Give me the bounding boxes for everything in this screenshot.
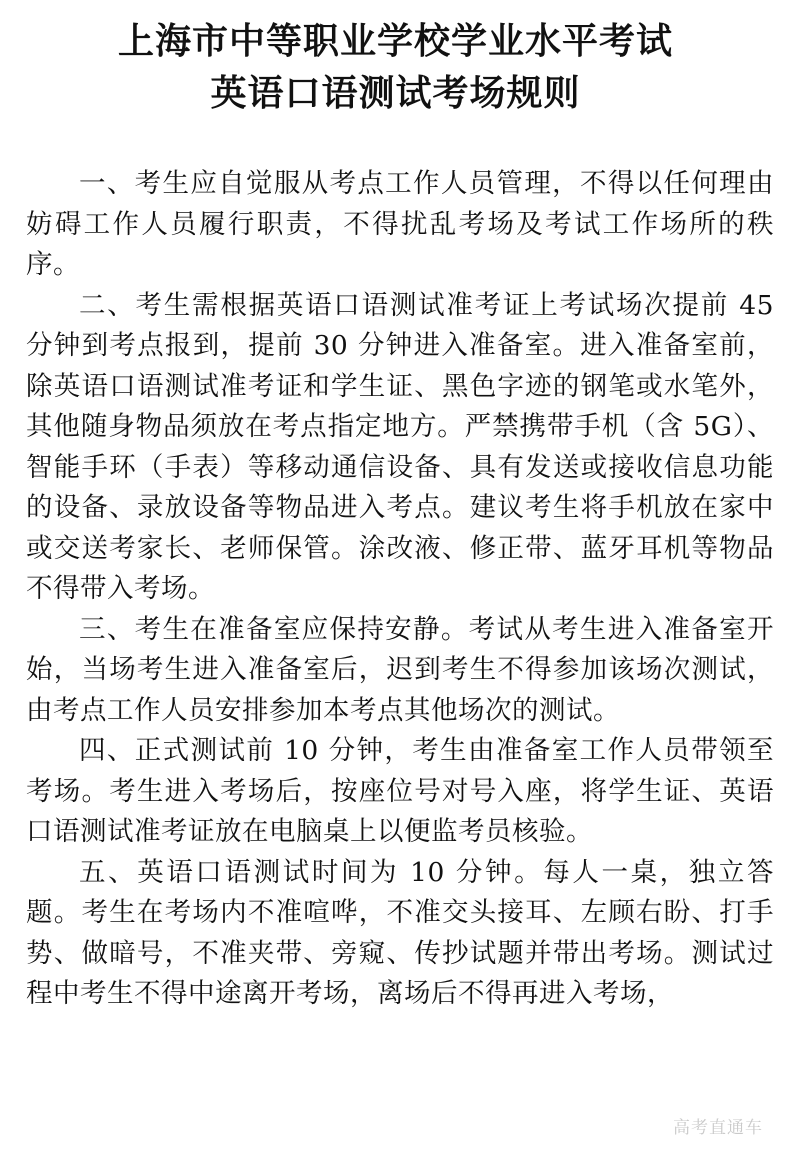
watermark-text: 高考直通车: [673, 1118, 763, 1138]
title-line-2: 英语口语测试考场规则: [210, 73, 581, 114]
rules-body: [26, 164, 774, 1015]
rule-paragraph-5: 五、英语口语测试时间为 10 分钟。每人一桌，独立答题。考生在考场内不准喧哗，不准交头接耳、左顾右盼、打手势、做暗号，不准夹带、旁窥、传抄试题并带出考场。测试过程中考生不得中途离开考场，离场后不得再进入考场，: [26, 856, 774, 1009]
rule-paragraph-4: 四、正式测试前 10 分钟，考生由准备室工作人员带领至考场。考生进入考场后，按座位号对号入座，将学生证、英语口语测试准考证放在电脑桌上以便监考员核验。: [26, 735, 774, 847]
rule-paragraph-1: 一、考生应自觉服从考点工作人员管理，不得以任何理由妨碍工作人员履行职责，不得扰乱考场及考试工作场所的秩序。: [26, 168, 774, 280]
page-title: [0, 16, 791, 120]
rule-paragraph-2: 二、考生需根据英语口语测试准考证上考试场次提前 45 分钟到考点报到，提前 30 分钟进入准备室。进入准备室前，除英语口语测试准考证和学生证、黑色字迹的钢笔或水笔外，其他随身物品须放在考点指定地方。严禁携带手机（含 5G）、智能手环（手表）等移动通信设备、具有发送或接收信息功能的设备、录放设备等物品进入考点。建议考生将手机放在家中或交送考家长、老师保管。涂改液、修正带、蓝牙耳机等物品不得带入考场。: [26, 289, 774, 604]
title-line-1: 上海市中等职业学校学业水平考试: [117, 21, 673, 62]
rule-paragraph-3: 三、考生在准备室应保持安静。考试从考生进入准备室开始，当场考生进入准备室后，迟到考生不得参加该场次测试，由考点工作人员安排参加本考点其他场次的测试。: [26, 613, 774, 726]
